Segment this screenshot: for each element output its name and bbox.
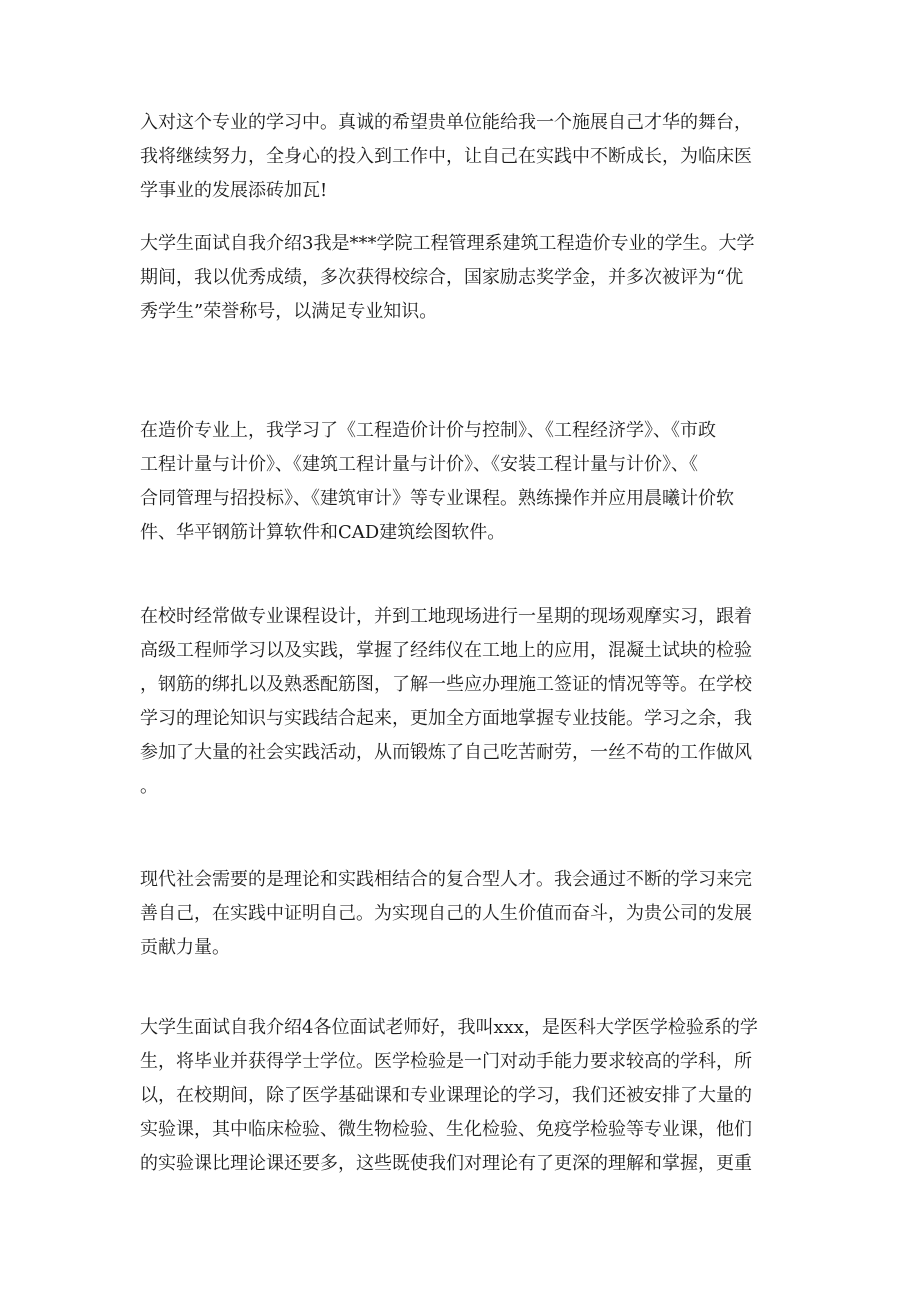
text-line: 大学生面试自我介绍3我是***学院工程管理系建筑工程造价专业的学生。大学 (140, 233, 755, 254)
text-line: 现代社会需要的是理论和实践相结合的复合型人才。我会通过不断的学习来完 (140, 869, 752, 890)
text-line: 大学生面试自我介绍4各位面试老师好，我叫xxx，是医科大学医学检验系的学 (140, 1017, 758, 1038)
text-line: 生，将毕业并获得学士学位。医学检验是一门对动手能力要求较高的学科，所 (140, 1051, 752, 1072)
text-line: 在校时经常做专业课程设计，并到工地现场进行一星期的现场观摩实习，跟着 (140, 606, 752, 627)
text-line: 的实验课比理论课还要多，这些既使我们对理论有了更深的理解和掌握，更重 (140, 1153, 752, 1174)
text-line: 期间，我以优秀成绩，多次获得校综合，国家励志奖学金，并多次被评为“优 (140, 267, 744, 288)
text-line: 参加了大量的社会实践活动，从而锻炼了自己吃苦耐劳，一丝不苟的工作做风 (140, 742, 752, 763)
text-line: 工程计量与计价》、《建筑工程计量与计价》、《安装工程计量与计价》、《 (140, 454, 698, 475)
text-line: 贡献力量。 (140, 937, 230, 958)
text-line: 入对这个专业的学习中。真诚的希望贵单位能给我一个施展自己才华的舞台， (140, 112, 752, 133)
paragraph-6 (140, 1011, 780, 1181)
text-line: 善自己，在实践中证明自己。为实现自己的人生价值而奋斗，为贵公司的发展 (140, 903, 752, 924)
paragraph-1 (140, 106, 780, 208)
text-line: 学事业的发展添砖加瓦! (140, 180, 328, 201)
text-line: 以，在校期间，除了医学基础课和专业课理论的学习，我们还被安排了大量的 (140, 1085, 752, 1106)
text-line: 高级工程师学习以及实践，掌握了经纬仪在工地上的应用，混凝土试块的检验 (140, 640, 752, 661)
text-line: 。 (140, 776, 158, 797)
text-line: ，钢筋的绑扎以及熟悉配筋图，了解一些应办理施工签证的情况等等。在学校 (140, 674, 752, 695)
text-line: 在造价专业上，我学习了《工程造价计价与控制》、《工程经济学》、《市政 (140, 420, 716, 441)
text-line: 实验课，其中临床检验、微生物检验、生化检验、免疫学检验等专业课，他们 (140, 1119, 752, 1140)
text-line: 合同管理与招投标》、《建筑审计》等专业课程。熟练操作并应用晨曦计价软 (140, 488, 734, 509)
text-line: 我将继续努力，全身心的投入到工作中，让自己在实践中不断成长，为临床医 (140, 146, 752, 167)
paragraph-4 (140, 600, 780, 804)
paragraph-5 (140, 863, 780, 965)
paragraph-2 (140, 227, 780, 329)
text-line: 秀学生”荣誉称号，以满足专业知识。 (140, 301, 438, 322)
text-line: 件、华平钢筋计算软件和CAD建筑绘图软件。 (140, 522, 506, 543)
paragraph-3 (140, 414, 780, 550)
text-line: 学习的理论知识与实践结合起来，更加全方面地掌握专业技能。学习之余，我 (140, 708, 752, 729)
